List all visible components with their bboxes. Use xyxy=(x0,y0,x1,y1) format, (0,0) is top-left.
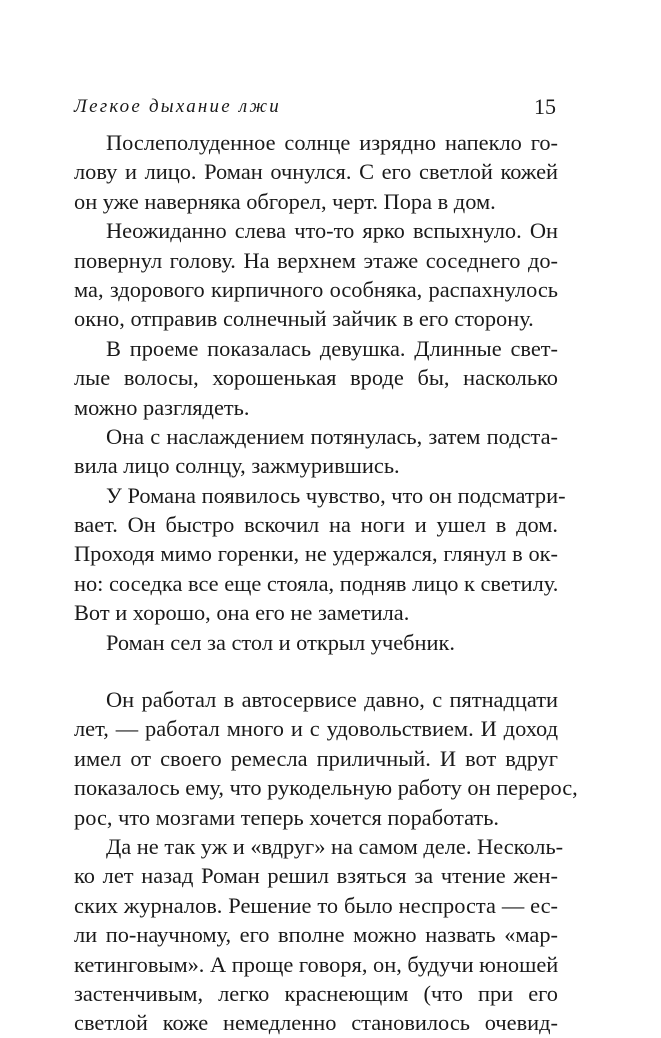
text-line: рос, что мозгами теперь хочется поработать. xyxy=(74,804,500,830)
text-line: он уже наверняка обгорел, черт. Пора в дом. xyxy=(74,188,496,214)
text-line: можно разглядеть. xyxy=(74,394,250,420)
text-line: лет, — работал много и с удовольствием. И доход xyxy=(74,716,558,742)
paragraph xyxy=(74,685,578,832)
paragraph xyxy=(74,832,564,1038)
running-title: Легкое дыхание лжи xyxy=(74,96,281,117)
text-line: ма, здорового кирпичного особняка, распахнулось xyxy=(74,276,558,302)
text-line: кетинговым». А проще говоря, он, будучи юношей xyxy=(74,951,559,977)
text-line: вает. Он быстро вскочил на ноги и ушел в дом. xyxy=(74,512,558,538)
text-line: вила лицо солнцу, зажмурившись. xyxy=(74,453,400,479)
text-line: ли по-научному, его вполне можно назвать «мар- xyxy=(74,922,558,948)
text-line: светлой коже немедленно становилось очевид- xyxy=(74,1010,558,1036)
text-line: Проходя мимо горенки, не удержался, глянул в ок- xyxy=(74,541,558,567)
paragraph xyxy=(74,216,558,334)
running-head xyxy=(74,96,556,122)
text-line: Неожиданно слева что-то ярко вспыхнуло. Он xyxy=(106,218,558,244)
paragraph xyxy=(74,422,558,481)
paragraph xyxy=(74,128,558,216)
page-number: 15 xyxy=(534,94,556,119)
text-line: Роман сел за стол и открыл учебник. xyxy=(106,629,455,655)
body-text xyxy=(74,128,578,1038)
paragraph xyxy=(74,481,566,628)
text-line: Да не так уж и «вдруг» на самом деле. Несколь- xyxy=(106,833,564,859)
text-line: окно, отправив солнечный зайчик в его сторону. xyxy=(74,306,534,332)
text-line: лову и лицо. Роман очнулся. С его светлой кожей xyxy=(74,159,558,185)
paragraph xyxy=(74,628,558,657)
text-line: но: соседка все еще стояла, подняв лицо к светилу. xyxy=(74,570,559,596)
text-line: ко лет назад Роман решил взяться за чтение жен- xyxy=(74,863,558,889)
text-line: повернул голову. На верхнем этаже соседнего до- xyxy=(74,247,558,273)
text-line: показалось ему, что рукодельную работу он перерос, xyxy=(74,775,578,801)
text-line: застенчивым, легко краснеющим (что при его xyxy=(74,980,558,1006)
text-line: лые волосы, хорошенькая вроде бы, насколько xyxy=(74,365,558,391)
text-line: ских журналов. Решение то было неспроста — ес- xyxy=(74,892,558,918)
text-line: имел от своего ремесла приличный. И вот вдруг xyxy=(74,745,558,771)
text-line: Она с наслаждением потянулась, затем подста- xyxy=(106,423,558,449)
text-line: Вот и хорошо, она его не заметила. xyxy=(74,600,410,626)
text-line: Послеполуденное солнце изрядно напекло го- xyxy=(106,130,558,155)
text-line: У Романа появилось чувство, что он подсматри- xyxy=(106,482,566,508)
text-line: Он работал в автосервисе давно, с пятнадцати xyxy=(106,687,558,713)
section-break xyxy=(74,657,558,685)
paragraph xyxy=(74,334,558,422)
text-line: В проеме показалась девушка. Длинные свет- xyxy=(106,335,558,361)
